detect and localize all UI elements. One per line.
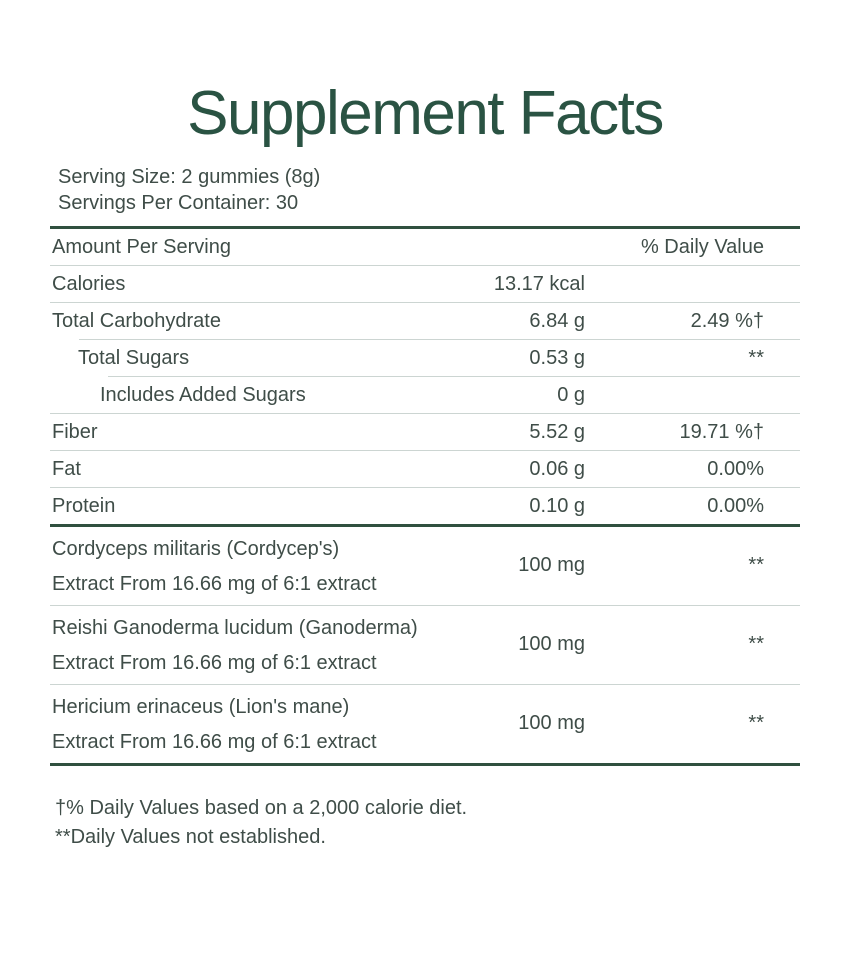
table-header-row [50,229,800,265]
nutrient-name: Protein [52,494,116,517]
table-row-total-sugars [50,340,800,376]
extract-name: Hericium erinaceus (Lion's mane) [52,696,350,718]
table-row-calories [50,266,800,302]
footnote-not-established: **Daily Values not established. [55,826,326,848]
servings-per-container: Servings Per Container: 30 [58,192,299,214]
facts-table [50,226,800,766]
extract-name-block [50,536,465,595]
nutrient-daily-value: 0.00% [707,494,764,517]
table-row-fiber [50,414,800,450]
page-title: Supplement Facts [187,79,663,148]
nutrient-amount: 0 g [557,383,585,406]
nutrient-daily-value: 2.49 %† [690,309,764,332]
extract-name-block [50,615,465,674]
table-row-protein [50,488,800,524]
extract-name: Reishi Ganoderma lucidum (Ganoderma) [52,617,418,639]
footnote-daily-value: †% Daily Values based on a 2,000 calorie diet. [55,797,468,819]
column-header-daily-value: % Daily Value [640,235,764,258]
extract-amount: 100 mg [518,554,585,576]
extract-daily-value: ** [748,633,764,655]
nutrient-amount: 0.10 g [529,494,585,517]
column-header-amount-per-serving: Amount Per Serving [52,235,231,258]
nutrient-amount: 5.52 g [529,420,585,443]
extract-daily-value: ** [748,554,764,576]
nutrient-daily-value: ** [748,346,764,369]
nutrient-name: Total Carbohydrate [52,309,221,332]
extract-amount: 100 mg [518,712,585,734]
nutrient-amount: 6.84 g [529,309,585,332]
table-row-total-carbohydrate [50,303,800,339]
extract-name-block [50,694,465,753]
table-row-fat [50,451,800,487]
table-row-hericium-extract [50,685,800,763]
extract-amount: 100 mg [518,633,585,655]
table-row-cordyceps-extract [50,527,800,605]
extract-detail: Extract From 16.66 mg of 6:1 extract [52,731,377,753]
serving-info [58,164,800,216]
nutrient-daily-value: 19.71 %† [679,420,764,443]
nutrient-amount: 0.06 g [529,457,585,480]
nutrient-name: Calories [52,272,126,295]
table-row-added-sugars [50,377,800,413]
serving-size: Serving Size: 2 gummies (8g) [58,166,321,188]
extract-detail: Extract From 16.66 mg of 6:1 extract [52,573,377,595]
table-bottom-rule [50,763,800,766]
nutrient-name: Fat [52,457,81,480]
nutrient-name: Total Sugars [78,346,190,369]
nutrient-amount: 13.17 kcal [493,272,585,295]
extract-daily-value: ** [748,712,764,734]
nutrient-name: Includes Added Sugars [100,383,306,406]
footnotes [55,794,800,852]
extract-name: Cordyceps militaris (Cordycep's) [52,538,340,560]
nutrient-daily-value: 0.00% [707,457,764,480]
table-row-reishi-extract [50,606,800,684]
nutrient-amount: 0.53 g [529,346,585,369]
nutrient-name: Fiber [52,420,98,443]
extract-detail: Extract From 16.66 mg of 6:1 extract [52,652,377,674]
